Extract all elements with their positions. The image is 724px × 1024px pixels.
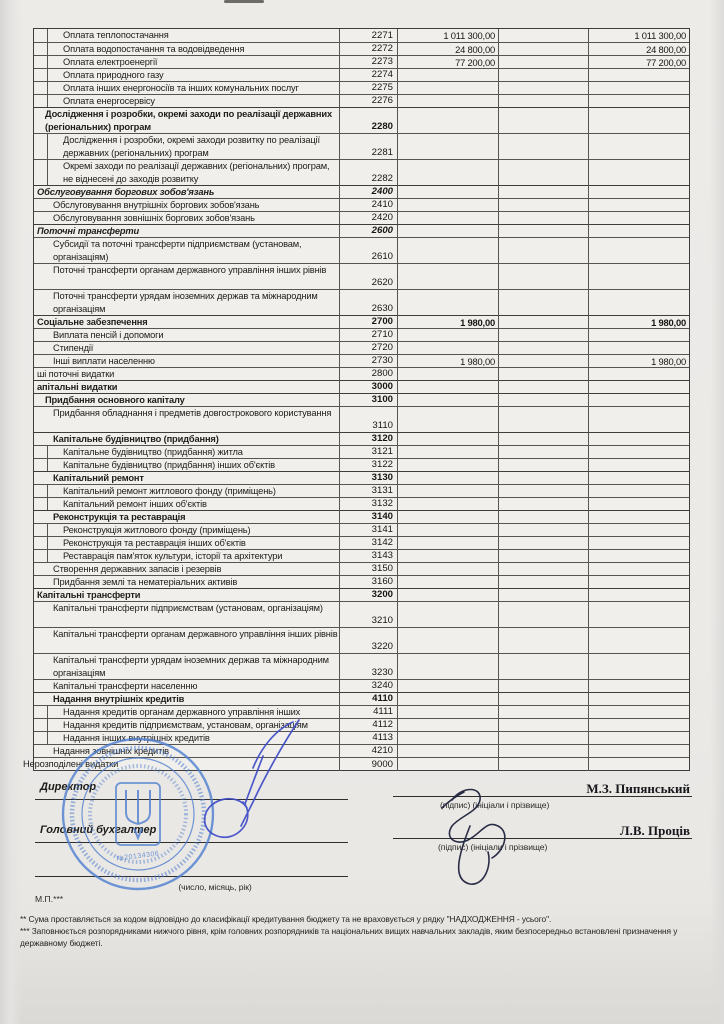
- row-v1: [397, 445, 498, 458]
- row-label: Створення державних запасів і резервів: [34, 562, 339, 575]
- table-row-4111: [34, 705, 689, 718]
- row-code: 2420: [339, 211, 397, 224]
- table-row-2281: [34, 133, 689, 159]
- row-v3: [588, 237, 689, 263]
- row-v2: [498, 562, 588, 575]
- row-v3: 77 200,00: [588, 55, 689, 68]
- director-label: Директор: [40, 781, 97, 793]
- row-label: Обслуговування зовнішніх боргових зобов'язань: [34, 211, 339, 224]
- table-row-3240: [34, 679, 689, 692]
- table-row-3160: [34, 575, 689, 588]
- row-v1: [397, 198, 498, 211]
- row-v1: [397, 692, 498, 705]
- table-row-3132: [34, 497, 689, 510]
- row-code: 2274: [339, 68, 397, 81]
- row-v2: [498, 185, 588, 198]
- row-label: Дослідження і розробки, окремі заходи по реалізації державних (регіональних) програм: [34, 107, 339, 133]
- row-v2: [498, 211, 588, 224]
- row-v2: [498, 523, 588, 536]
- row-v2: [498, 484, 588, 497]
- date-caption: (число, місяць, рік): [178, 882, 252, 892]
- row-v2: [498, 432, 588, 445]
- row-code: 4113: [339, 731, 397, 744]
- table-row-2400: [34, 185, 689, 198]
- row-v1: 77 200,00: [397, 55, 498, 68]
- row-code: 3122: [339, 458, 397, 471]
- row-code: 2400: [339, 185, 397, 198]
- row-label: Надання внутрішніх кредитів: [34, 692, 339, 705]
- footnote-double-star: ** Сума проставляється за кодом відповідно до класифікації кредитування бюджету та не враховується у рядку "НАДХОДЖЕННЯ - усього".: [20, 914, 552, 924]
- row-code: 3240: [339, 679, 397, 692]
- row-code: 2282: [339, 159, 397, 185]
- row-v3: [588, 406, 689, 432]
- row-v1: [397, 510, 498, 523]
- row-code: 2273: [339, 55, 397, 68]
- row-label: Капітальне будівництво (придбання) житла: [34, 445, 339, 458]
- row-label: Капітальний ремонт житлового фонду (приміщень): [34, 484, 339, 497]
- row-label: Стипендії: [34, 341, 339, 354]
- row-label: Дослідження і розробки, окремі заходи розвитку по реалізації державних (регіональних) програм: [34, 133, 339, 159]
- row-v3: [588, 393, 689, 406]
- row-code: 2730: [339, 354, 397, 367]
- row-label: Субсидії та поточні трансферти підприємствам (установам, організаціям): [34, 237, 339, 263]
- row-code: 3100: [339, 393, 397, 406]
- row-v3: [588, 94, 689, 107]
- row-v3: [588, 484, 689, 497]
- row-v3: [588, 211, 689, 224]
- row-v1: [397, 679, 498, 692]
- row-label: Капітальний ремонт інших об'єктів: [34, 497, 339, 510]
- row-v1: [397, 757, 498, 771]
- row-v2: [498, 42, 588, 55]
- row-label: Капітальні трансферти органам державного управління інших рівнів: [34, 627, 339, 653]
- row-v2: [498, 471, 588, 484]
- row-code: 4210: [339, 744, 397, 757]
- row-v1: [397, 458, 498, 471]
- row-v2: [498, 315, 588, 328]
- row-code: 3000: [339, 380, 397, 393]
- row-v2: [498, 159, 588, 185]
- row-v2: [498, 692, 588, 705]
- table-row-2630: [34, 289, 689, 315]
- row-code: 3141: [339, 523, 397, 536]
- row-v2: [498, 354, 588, 367]
- row-v1: [397, 536, 498, 549]
- table-row-2282: [34, 159, 689, 185]
- table-row-3100: [34, 393, 689, 406]
- table-row-3210: [34, 601, 689, 627]
- row-label: Оплата природного газу: [34, 68, 339, 81]
- row-label: Поточні трансферти урядам іноземних держав та міжнародним організаціям: [34, 289, 339, 315]
- row-label: Капітальне будівництво (придбання) інших об'єктів: [34, 458, 339, 471]
- row-code: 3140: [339, 510, 397, 523]
- row-label: Соціальне забезпечення: [34, 315, 339, 328]
- accountant-signature-caption: (підпис) (ініціали і прізвище): [438, 842, 548, 852]
- footnote-triple-star: *** Заповнюється розпорядниками нижчого рівня, крім головних розпорядників та національних вищих навчальних закладів, яким безпосередньо встановлені призначення у державному бюджеті.: [20, 926, 678, 948]
- row-v2: [498, 458, 588, 471]
- row-v3: [588, 367, 689, 380]
- row-v3: [588, 575, 689, 588]
- accountant-signature: [430, 778, 540, 893]
- row-v2: [498, 575, 588, 588]
- row-v2: [498, 133, 588, 159]
- row-code: 3142: [339, 536, 397, 549]
- row-label: Капітальне будівництво (придбання): [34, 432, 339, 445]
- table-row-3122: [34, 458, 689, 471]
- row-v2: [498, 198, 588, 211]
- row-v2: [498, 601, 588, 627]
- row-code: 2275: [339, 81, 397, 94]
- row-code: 3131: [339, 484, 397, 497]
- row-v1: [397, 627, 498, 653]
- row-v1: [397, 263, 498, 289]
- row-v3: 1 980,00: [588, 315, 689, 328]
- row-code: 3150: [339, 562, 397, 575]
- row-label: Поточні трансферти органам державного управління інших рівнів: [34, 263, 339, 289]
- row-label: Реконструкція та реставрація: [34, 510, 339, 523]
- table-row-3000: [34, 380, 689, 393]
- row-label: Реконструкція житлового фонду (приміщень): [34, 523, 339, 536]
- table-row-2710: [34, 328, 689, 341]
- table-row-3200: [34, 588, 689, 601]
- row-v2: [498, 107, 588, 133]
- row-code: 2710: [339, 328, 397, 341]
- row-v3: [588, 159, 689, 185]
- row-v3: [588, 341, 689, 354]
- row-v2: [498, 68, 588, 81]
- row-v1: [397, 393, 498, 406]
- table-row-3230: [34, 653, 689, 679]
- row-code: 3121: [339, 445, 397, 458]
- row-v2: [498, 55, 588, 68]
- row-v2: [498, 588, 588, 601]
- row-v3: [588, 432, 689, 445]
- row-v1: [397, 94, 498, 107]
- row-v1: 24 800,00: [397, 42, 498, 55]
- table-row-2600: [34, 224, 689, 237]
- row-code: 3160: [339, 575, 397, 588]
- row-label: Виплата пенсій і допомоги: [34, 328, 339, 341]
- table-row-3140: [34, 510, 689, 523]
- row-v2: [498, 328, 588, 341]
- row-code: 4111: [339, 705, 397, 718]
- row-code: 4110: [339, 692, 397, 705]
- row-label: Надання інших внутрішніх кредитів: [34, 731, 339, 744]
- row-v3: [588, 328, 689, 341]
- row-code: 2600: [339, 224, 397, 237]
- row-code: 2610: [339, 237, 397, 263]
- table-row-3121: [34, 445, 689, 458]
- row-v1: [397, 81, 498, 94]
- table-row-2275: [34, 81, 689, 94]
- row-v2: [498, 406, 588, 432]
- row-v2: [498, 731, 588, 744]
- table-row-2272: [34, 42, 689, 55]
- row-v2: [498, 224, 588, 237]
- row-v2: [498, 705, 588, 718]
- director-name: М.З. Пипянський: [586, 781, 690, 796]
- row-v1: [397, 406, 498, 432]
- row-v1: [397, 328, 498, 341]
- row-v3: [588, 627, 689, 653]
- table-row-2273: [34, 55, 689, 68]
- row-label: Оплата енергосервісу: [34, 94, 339, 107]
- row-v1: [397, 523, 498, 536]
- row-v1: [397, 705, 498, 718]
- row-v1: [397, 68, 498, 81]
- row-v2: [498, 653, 588, 679]
- table-row-4112: [34, 718, 689, 731]
- row-label: Поточні трансферти: [34, 224, 339, 237]
- table-row-3150: [34, 562, 689, 575]
- row-v2: [498, 263, 588, 289]
- row-v2: [498, 679, 588, 692]
- row-code: 3132: [339, 497, 397, 510]
- row-v2: [498, 94, 588, 107]
- table-row-2730: [34, 354, 689, 367]
- row-v3: [588, 471, 689, 484]
- table-row-4110: [34, 692, 689, 705]
- row-v3: [588, 380, 689, 393]
- row-v2: [498, 81, 588, 94]
- row-v1: [397, 341, 498, 354]
- row-code: 2720: [339, 341, 397, 354]
- row-v3: [588, 562, 689, 575]
- row-code: 3230: [339, 653, 397, 679]
- row-v3: [588, 536, 689, 549]
- table-row-2620: [34, 263, 689, 289]
- row-code: 3110: [339, 406, 397, 432]
- row-v3: [588, 523, 689, 536]
- row-v1: [397, 159, 498, 185]
- row-v1: [397, 380, 498, 393]
- row-v3: [588, 692, 689, 705]
- row-v3: [588, 289, 689, 315]
- table-row-3143: [34, 549, 689, 562]
- row-v3: 1 011 300,00: [588, 29, 689, 42]
- row-label: Надання кредитів підприємствам, установам, організаціям: [34, 718, 339, 731]
- row-v3: [588, 731, 689, 744]
- row-code: 2281: [339, 133, 397, 159]
- row-label: Капітальні трансферти населенню: [34, 679, 339, 692]
- row-v1: [397, 211, 498, 224]
- row-v1: [397, 744, 498, 757]
- row-label: Окремі заходи по реалізації державних (регіональних) програм, не віднесені до заходів розвитку: [34, 159, 339, 185]
- row-code: 2800: [339, 367, 397, 380]
- row-code: 2276: [339, 94, 397, 107]
- table-row-3220: [34, 627, 689, 653]
- row-label: Придбання основного капіталу: [34, 393, 339, 406]
- row-v2: [498, 744, 588, 757]
- row-v1: [397, 185, 498, 198]
- row-v3: [588, 757, 689, 771]
- row-code: 3143: [339, 549, 397, 562]
- row-v1: 1 980,00: [397, 354, 498, 367]
- row-v1: [397, 497, 498, 510]
- row-v3: [588, 224, 689, 237]
- director-signature-caption: (підпис) (ініціали і прізвище): [440, 800, 550, 810]
- row-label: Реконструкція та реставрація інших об'єктів: [34, 536, 339, 549]
- row-v2: [498, 497, 588, 510]
- row-v1: [397, 471, 498, 484]
- row-code: 4112: [339, 718, 397, 731]
- row-code: 3200: [339, 588, 397, 601]
- row-v2: [498, 627, 588, 653]
- row-v3: [588, 679, 689, 692]
- row-v1: [397, 601, 498, 627]
- row-v3: [588, 445, 689, 458]
- table-row-2280: [34, 107, 689, 133]
- row-v3: [588, 510, 689, 523]
- stamp-number: №20134306: [115, 850, 160, 863]
- row-v3: [588, 705, 689, 718]
- row-v3: [588, 497, 689, 510]
- row-v3: 1 980,00: [588, 354, 689, 367]
- table-row-3130: [34, 471, 689, 484]
- row-v3: [588, 718, 689, 731]
- director-signature: [195, 710, 315, 850]
- row-code: 3220: [339, 627, 397, 653]
- table-row-2276: [34, 94, 689, 107]
- table-row-3120: [34, 432, 689, 445]
- row-label: Оплата водопостачання та водовідведення: [34, 42, 339, 55]
- row-v3: [588, 549, 689, 562]
- row-v3: [588, 107, 689, 133]
- row-code: 2700: [339, 315, 397, 328]
- row-v3: [588, 653, 689, 679]
- row-v2: [498, 718, 588, 731]
- row-code: 3120: [339, 432, 397, 445]
- row-v2: [498, 549, 588, 562]
- row-v2: [498, 445, 588, 458]
- row-label: Оплата теплопостачання: [34, 29, 339, 42]
- row-v1: [397, 562, 498, 575]
- row-label: Нерозподілені видатки: [34, 757, 339, 771]
- row-code: 2630: [339, 289, 397, 315]
- scan-artifact: [224, 0, 264, 3]
- seal-mark: М.П.***: [35, 894, 64, 904]
- row-label: ші поточні видатки: [34, 367, 339, 380]
- row-v3: [588, 133, 689, 159]
- accountant-name: Л.В. Проців: [619, 823, 690, 838]
- accountant-label: Головний бухгалтер: [40, 824, 157, 836]
- row-label: Капітальні трансферти: [34, 588, 339, 601]
- row-v2: [498, 367, 588, 380]
- row-code: 2410: [339, 198, 397, 211]
- table-row-2420: [34, 211, 689, 224]
- row-v1: [397, 653, 498, 679]
- row-v2: [498, 289, 588, 315]
- row-label: Реставрація пам'яток культури, історії та архітектури: [34, 549, 339, 562]
- row-code: 9000: [339, 757, 397, 771]
- table-row-2720: [34, 341, 689, 354]
- table-row-3141: [34, 523, 689, 536]
- table-row-2610: [34, 237, 689, 263]
- row-code: 2620: [339, 263, 397, 289]
- row-v1: [397, 432, 498, 445]
- row-v2: [498, 510, 588, 523]
- row-label: Капітальні трансферти підприємствам (установам, організаціям): [34, 601, 339, 627]
- row-v1: 1 980,00: [397, 315, 498, 328]
- row-label: Оплата інших енергоносіїв та інших комунальних послуг: [34, 81, 339, 94]
- row-v1: [397, 484, 498, 497]
- row-v2: [498, 341, 588, 354]
- row-v1: [397, 237, 498, 263]
- row-v1: [397, 107, 498, 133]
- row-label: Інші виплати населенню: [34, 354, 339, 367]
- row-v3: [588, 601, 689, 627]
- table-row-3142: [34, 536, 689, 549]
- row-v2: [498, 393, 588, 406]
- row-v1: [397, 731, 498, 744]
- row-v3: [588, 185, 689, 198]
- row-code: 3130: [339, 471, 397, 484]
- row-code: 2280: [339, 107, 397, 133]
- row-label: Надання зовнішніх кредитів: [34, 744, 339, 757]
- row-v1: [397, 289, 498, 315]
- row-v3: 24 800,00: [588, 42, 689, 55]
- row-code: 2272: [339, 42, 397, 55]
- row-v3: [588, 263, 689, 289]
- row-v2: [498, 380, 588, 393]
- row-v2: [498, 536, 588, 549]
- table-row-3110: [34, 406, 689, 432]
- row-label: апітальні видатки: [34, 380, 339, 393]
- row-label: Придбання обладнання і предметів довгострокового користування: [34, 406, 339, 432]
- row-v1: [397, 588, 498, 601]
- row-v3: [588, 81, 689, 94]
- table-row-2274: [34, 68, 689, 81]
- row-v1: [397, 575, 498, 588]
- row-label: Обслуговування внутрішніх боргових зобов'язань: [34, 198, 339, 211]
- row-v1: [397, 718, 498, 731]
- row-v1: 1 011 300,00: [397, 29, 498, 42]
- table-row-3131: [34, 484, 689, 497]
- row-label: Капітальні трансферти урядам іноземних держав та міжнародним організаціям: [34, 653, 339, 679]
- table-row-2700: [34, 315, 689, 328]
- row-v3: [588, 744, 689, 757]
- row-v2: [498, 237, 588, 263]
- budget-expense-table: [23, 28, 690, 771]
- row-code: 2271: [339, 29, 397, 42]
- row-v3: [588, 198, 689, 211]
- row-v3: [588, 68, 689, 81]
- row-v1: [397, 367, 498, 380]
- row-v3: [588, 588, 689, 601]
- row-v2: [498, 29, 588, 42]
- table-row-2410: [34, 198, 689, 211]
- row-v1: [397, 133, 498, 159]
- row-v1: [397, 549, 498, 562]
- row-label: Обслуговування боргових зобов'язань: [34, 185, 339, 198]
- row-code: 3210: [339, 601, 397, 627]
- trident-icon: [126, 790, 150, 838]
- table-row-2800: [34, 367, 689, 380]
- row-label: Оплата електроенергії: [34, 55, 339, 68]
- row-label: Надання кредитів органам державного управління інших: [34, 705, 339, 718]
- row-label: Капітальний ремонт: [34, 471, 339, 484]
- table-row-2271: [34, 29, 689, 42]
- row-v3: [588, 458, 689, 471]
- row-v1: [397, 224, 498, 237]
- row-label: Придбання землі та нематеріальних активів: [34, 575, 339, 588]
- row-v2: [498, 757, 588, 771]
